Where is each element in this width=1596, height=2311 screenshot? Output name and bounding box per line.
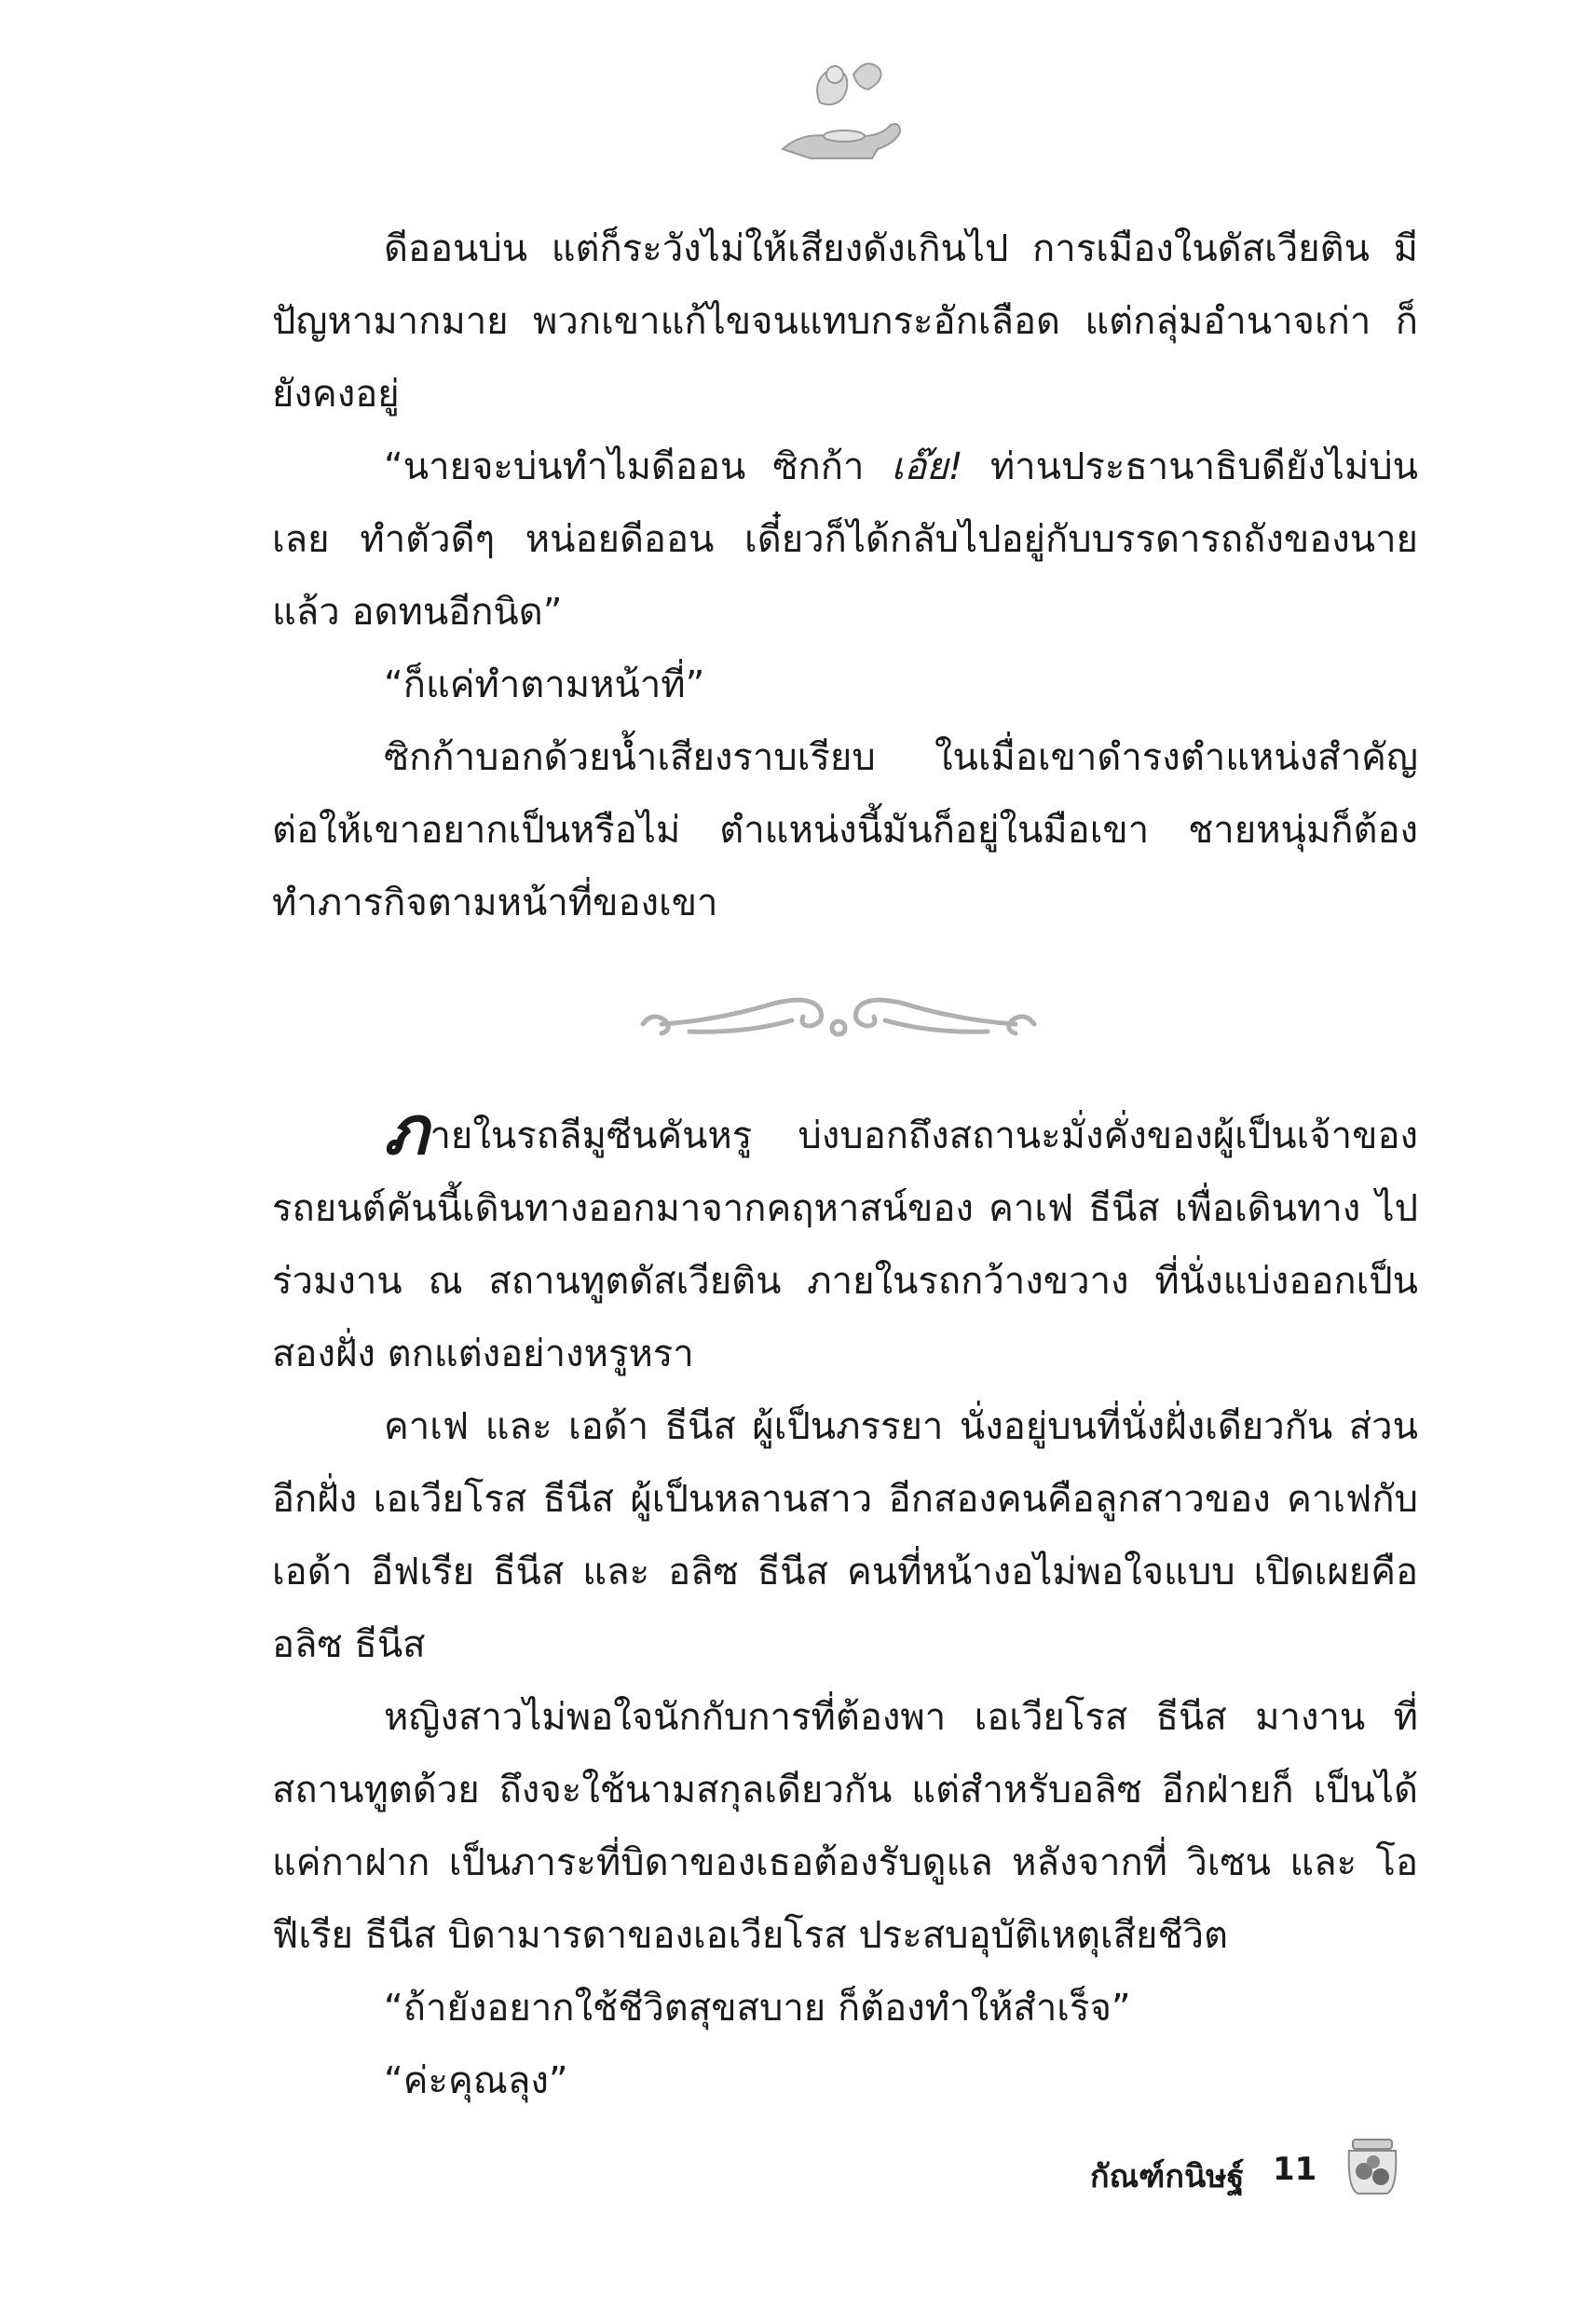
page-footer — [1090, 2134, 1425, 2208]
teapot-cupid-icon — [764, 47, 913, 177]
paragraph-5-text: ายในรถลีมูซีนคันหรู บ่งบอกถึงสถานะมั่งคั่งของผู้เป็นเจ้าของ รถยนต์คันนี้เดินทางออกมาจากคฤหาสน์ของ คาเฟ ธีนีส เพื่อเดินทาง ไปร่วมงาน ณ สถานทูตดัสเวียติน ภายในรถกว้างขวาง ที่นั่งแบ่งออกเป็น สองฝั่ง ตกแต่งอย่างหรูหรา — [272, 1114, 1418, 1375]
page-number: 11 — [1273, 2151, 1317, 2188]
paragraph-3: “ก็แค่ทำตามหน้าที่” — [384, 663, 705, 706]
paragraph-8: “ถ้ายังอยากใช้ชีวิตสุขสบาย ก็ต้องทำให้สำเร็จ” — [384, 1987, 1131, 2030]
text-block-top — [272, 212, 1418, 939]
paragraph-1-line-3: ก็ยังคงอยู่ — [272, 300, 1418, 416]
paragraph-6: คาเฟ และ เอด้า ธีนีส ผู้เป็นภรรยา นั่งอยู่บนที่นั่งฝั่งเดียวกัน ส่วนอีกฝั่ง เอเวียโรส ธีนีส ผู้เป็นหลานสาว อีกสองคนคือลูกสาวของ คาเฟกับเอด้า อีฟเรีย ธีนีส และ อลิซ ธีนีส คนที่หน้างอไม่พอใจแบบ เปิดเผยคือ อลิซ ธีนีส — [272, 1405, 1418, 1666]
paragraph-4: ซิกก้าบอกด้วยน้ำเสียงราบเรียบ ในเมื่อเขาดำรงตำแหน่งสำคัญ ต่อให้เขาอยากเป็นหรือไม่ ตำแหน่งนี้มันก็อยู่ในมือเขา ชายหนุ่มก็ต้อง ทำภารกิจตามหน้าที่ของเขา — [272, 736, 1418, 924]
cookie-jar-icon — [1340, 2134, 1405, 2199]
paragraph-2-text-start: “นายจะบ่นทำไมดีออน ซิกก้า — [384, 445, 892, 488]
paragraph-1 — [272, 212, 1418, 431]
paragraph-2-text-end: ท่านประธานาธิบดียังไม่บ่น เลย ทำตัวดีๆ หน่อยดีออน เดี๋ยวก็ได้กลับไปอยู่กับบรรดารถถังของนาย แล้ว อดทนอีกนิด” — [272, 445, 1418, 634]
paragraph-7: หญิงสาวไม่พอใจนักกับการที่ต้องพา เอเวียโรส ธีนีส มางาน ที่สถานทูตด้วย ถึงจะใช้นามสกุลเดียวกัน แต่สำหรับอลิซ อีกฝ่ายก็ เป็นได้แค่กาฝาก เป็นภาระที่บิดาของเธอต้องรับดูแล หลังจากที่ วิเซน และ โอฟีเรีย ธีนีส บิดามารดาของเอเวียโรส ประสบอุบัติเหตุเสียชีวิต — [272, 1696, 1418, 1957]
paragraph-1-line-1: ดีออนบ่น แต่ก็ระวังไม่ให้เสียงดังเกินไป การเมืองในดัสเวียติน — [384, 227, 1370, 270]
text-block-bottom — [272, 1090, 1418, 2117]
paragraph-5 — [272, 1090, 1418, 1390]
paragraph-1-line-2: มีปัญหามากมาย พวกเขาแก้ไขจนแทบกระอักเลือด แต่กลุ่มอำนาจเก่า — [272, 227, 1419, 343]
flourish-divider-icon — [634, 983, 1044, 1058]
paragraph-9: “ค่ะคุณลุง” — [384, 2059, 568, 2102]
paragraph-2 — [272, 431, 1418, 649]
paragraph-2-italic: เอ๊ย! — [891, 445, 963, 488]
book-title: กัณฑ์กนิษฐ์ — [1090, 2158, 1245, 2195]
drop-cap: ภ — [384, 1090, 429, 1169]
